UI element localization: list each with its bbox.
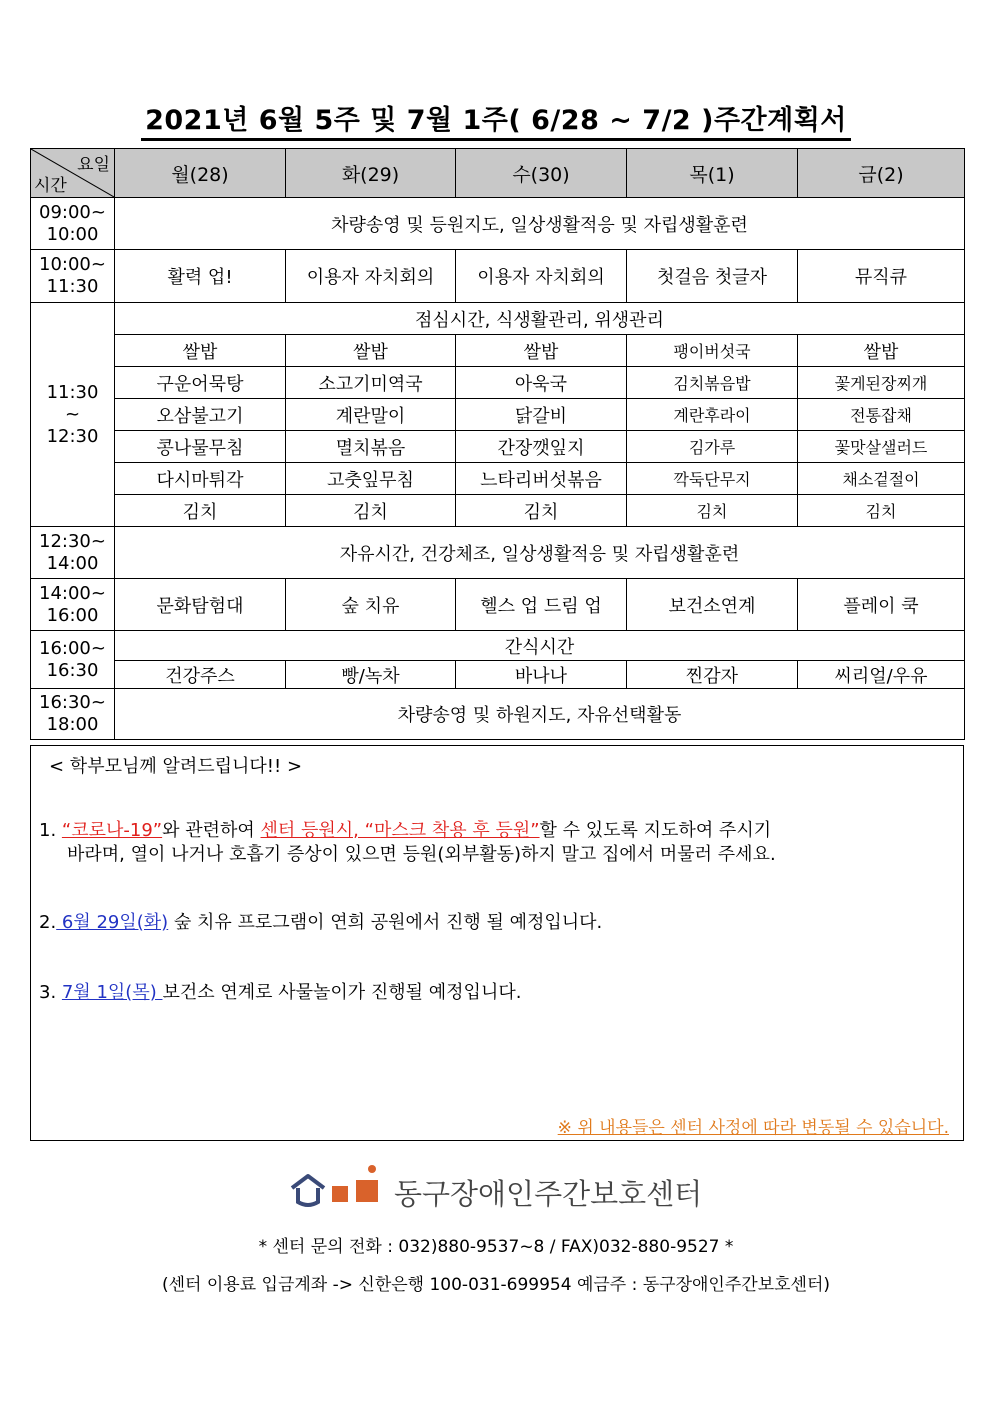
time-cell: 16:00~ 16:30	[31, 631, 115, 689]
activity-cell: 플레이 쿡	[798, 579, 965, 631]
menu-row	[31, 495, 965, 527]
menu-item: 꽃게된장찌개	[798, 367, 965, 399]
menu-item: 팽이버섯국	[627, 335, 798, 367]
snack-item: 찐감자	[627, 661, 798, 689]
snack-row	[31, 661, 965, 689]
corner-cell	[31, 149, 115, 198]
activity-cell: 차량송영 및 하원지도, 자유선택활동	[115, 689, 965, 740]
notice-item-1-line2: 바라며, 열이 나거나 호흡기 증상이 있으면 등원(외부활동)하지 말고 집에서 머물러 주세요.	[67, 844, 776, 865]
schedule-row	[31, 527, 965, 579]
activity-cell: 첫걸음 첫글자	[627, 250, 798, 303]
activity-cell: 숲 치유	[286, 579, 456, 631]
menu-item: 쌀밥	[286, 335, 456, 367]
menu-item: 김치볶음밥	[627, 367, 798, 399]
snack-heading: 간식시간	[115, 631, 965, 661]
menu-item: 콩나물무침	[115, 431, 286, 463]
menu-item: 쌀밥	[115, 335, 286, 367]
day-header-thu: 목(1)	[627, 149, 798, 198]
schedule-row	[31, 579, 965, 631]
menu-row	[31, 367, 965, 399]
menu-item: 소고기미역국	[286, 367, 456, 399]
activity-cell: 차량송영 및 등원지도, 일상생활적응 및 자립생활훈련	[115, 198, 965, 250]
weekly-schedule-table	[30, 148, 965, 740]
menu-item: 김치	[798, 495, 965, 527]
schedule-row	[31, 198, 965, 250]
menu-item: 김치	[286, 495, 456, 527]
notice-heading: < 학부모님께 알려드립니다!! >	[49, 756, 303, 777]
org-logo	[288, 1164, 708, 1214]
snack-item: 씨리얼/우유	[798, 661, 965, 689]
time-cell-lunch: 11:30 ~ 12:30	[31, 303, 115, 527]
menu-item: 느타리버섯볶음	[456, 463, 627, 495]
menu-item: 쌀밥	[456, 335, 627, 367]
contact-info: * 센터 문의 전화 : 032)880-9537~8 / FAX)032-880-9527 *	[258, 1237, 734, 1257]
menu-item: 채소겉절이	[798, 463, 965, 495]
org-name: 동구장애인주간보호센터	[394, 1177, 703, 1211]
menu-item: 계란말이	[286, 399, 456, 431]
activity-cell: 이용자 자치회의	[456, 250, 627, 303]
activity-cell: 자유시간, 건강체조, 일상생활적응 및 자립생활훈련	[115, 527, 965, 579]
time-cell: 14:00~ 16:00	[31, 579, 115, 631]
header-row	[31, 149, 965, 198]
activity-cell: 뮤직큐	[798, 250, 965, 303]
notice-footnote: ※ 위 내용들은 센터 사정에 따라 변동될 수 있습니다.	[557, 1118, 949, 1138]
lunch-heading-row	[31, 303, 965, 335]
snack-item: 빵/녹차	[286, 661, 456, 689]
menu-item: 다시마튀각	[115, 463, 286, 495]
account-info: (센터 이용료 입금계좌 -> 신한은행 100-031-699954 예금주 : 동구장애인주간보호센터)	[161, 1275, 831, 1295]
notice-box	[30, 745, 964, 1141]
menu-row	[31, 431, 965, 463]
menu-row	[31, 399, 965, 431]
menu-item: 계란후라이	[627, 399, 798, 431]
menu-item: 구운어묵탕	[115, 367, 286, 399]
menu-item: 김치	[627, 495, 798, 527]
time-cell: 12:30~ 14:00	[31, 527, 115, 579]
activity-cell: 보건소연계	[627, 579, 798, 631]
notice-item-3: 3. 7월 1일(목) 보건소 연계로 사물놀이가 진행될 예정입니다.	[39, 982, 522, 1003]
menu-item: 김가루	[627, 431, 798, 463]
menu-item: 멸치볶음	[286, 431, 456, 463]
schedule-row	[31, 250, 965, 303]
snack-heading-row	[31, 631, 965, 661]
day-header-mon: 월(28)	[115, 149, 286, 198]
day-header-wed: 수(30)	[456, 149, 627, 198]
menu-row	[31, 335, 965, 367]
menu-item: 고춧잎무침	[286, 463, 456, 495]
activity-cell: 헬스 업 드림 업	[456, 579, 627, 631]
menu-item: 간장깻잎지	[456, 431, 627, 463]
notice-item-2: 2. 6월 29일(화) 숲 치유 프로그램이 연희 공원에서 진행 될 예정입니다.	[39, 912, 603, 933]
corner-day-label: 요일	[77, 155, 110, 175]
menu-item: 아욱국	[456, 367, 627, 399]
house-logo-icon	[288, 1164, 388, 1214]
day-header-fri: 금(2)	[798, 149, 965, 198]
activity-cell: 문화탐험대	[115, 579, 286, 631]
time-cell: 10:00~ 11:30	[31, 250, 115, 303]
menu-item: 쌀밥	[798, 335, 965, 367]
menu-item: 전통잡채	[798, 399, 965, 431]
time-cell: 16:30~ 18:00	[31, 689, 115, 740]
menu-item: 오삼불고기	[115, 399, 286, 431]
corner-time-label: 시간	[34, 176, 67, 196]
lunch-heading: 점심시간, 식생활관리, 위생관리	[115, 303, 965, 335]
page-title: 2021년 6월 5주 및 7월 1주( 6/28 ~ 7/2 )주간계획서	[0, 98, 992, 137]
menu-item: 꽃맛살샐러드	[798, 431, 965, 463]
activity-cell: 활력 업!	[115, 250, 286, 303]
menu-item: 닭갈비	[456, 399, 627, 431]
menu-item: 깍둑단무지	[627, 463, 798, 495]
snack-item: 건강주스	[115, 661, 286, 689]
activity-cell: 이용자 자치회의	[286, 250, 456, 303]
snack-item: 바나나	[456, 661, 627, 689]
menu-item: 김치	[456, 495, 627, 527]
menu-item: 김치	[115, 495, 286, 527]
notice-item-1: 1. “코로나-19”와 관련하여 센터 등원시, “마스크 착용 후 등원”할 수 있도록 지도하여 주시기	[39, 820, 772, 841]
day-header-tue: 화(29)	[286, 149, 456, 198]
time-cell: 09:00~ 10:00	[31, 198, 115, 250]
schedule-row	[31, 689, 965, 740]
menu-row	[31, 463, 965, 495]
